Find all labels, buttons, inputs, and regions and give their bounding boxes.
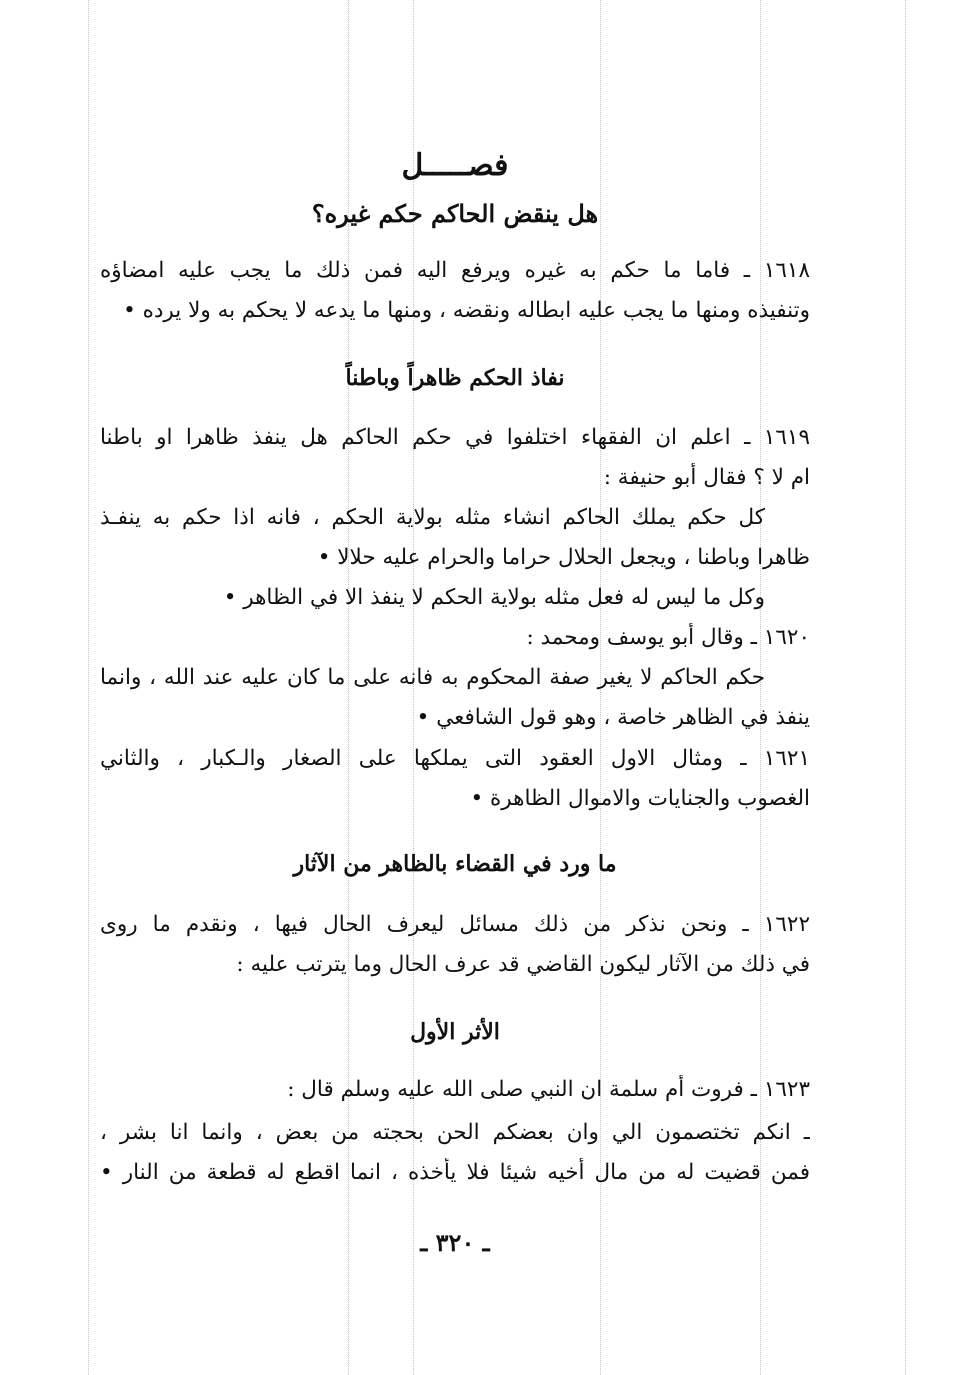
paragraph-line: ١٦٢١ ـ ومثال الاول العقود التى يملكها على الصغار والـكبار ، والثاني (100, 746, 810, 771)
paragraph-line: فمن قضيت له من مال أخيه شيئا فلا يأخذه ، انما اقطع له قطعة من النار • (100, 1160, 810, 1185)
paragraph-line: ام لا ؟ فقال أبو حنيفة : (603, 465, 810, 490)
paragraph-line: ـ انكم تختصمون الي وان بعضكم الحن بحجته من بعض ، وانما انا بشر ، (100, 1120, 810, 1145)
paragraph-line: ١٦٢٢ ـ ونحن نذكر من ذلك مسائل ليعرف الحال فيها ، ونقدم ما روى (100, 912, 810, 937)
paragraph-line: ظاهرا وباطنا ، ويجعل الحلال حراما والحرام عليه حلالا • (317, 545, 810, 570)
paragraph-line: في ذلك من الآثار ليكون القاضي قد عرف الحال وما يترتب عليه : (236, 952, 810, 977)
paragraph-line: ينفذ في الظاهر خاصة ، وهو قول الشافعي • (416, 705, 810, 730)
scan-guide-line (88, 0, 89, 1375)
section-title: هل ينقض الحاكم حكم غيره؟ (311, 199, 599, 228)
paragraph-line: الغصوب والجنايات والاموال الظاهرة • (470, 786, 810, 811)
paragraph-line: ١٦٢٣ ـ فروت أم سلمة ان النبي صلى الله عليه وسلم قال : (287, 1077, 810, 1102)
scan-guide-line (905, 0, 906, 1375)
paragraph-line: كل حكم يملك الحاكم انشاء مثله بولاية الحكم ، فانه اذا حكم به ينفـذ (100, 505, 765, 530)
paragraph-line: ١٦٢٠ ـ وقال أبو يوسف ومحمد : (526, 625, 810, 650)
paragraph-line: ١٦١٩ ـ اعلم ان الفقهاء اختلفوا في حكم الحاكم هل ينفذ ظاهرا او باطنا (100, 425, 810, 450)
paragraph-line: حكم الحاكم لا يغير صفة المحكوم به فانه على ما كان عليه عند الله ، وانما (100, 665, 765, 690)
paragraph-line: وتنفيذه ومنها ما يجب عليه ابطاله ونقضه ، ومنها ما يدعه لا يحكم به ولا يرده • (123, 298, 810, 323)
heading-first-athar: الأثر الأول (410, 1019, 500, 1045)
document-page (100, 0, 810, 1375)
chapter-title: فصـــــل (401, 148, 509, 183)
paragraph-line: وكل ما ليس له فعل مثله بولاية الحكم لا ينفذ الا في الظاهر • (223, 585, 765, 610)
heading-nafath: نفاذ الحكم ظاهراً وباطناً (345, 365, 565, 391)
heading-athar: ما ورد في القضاء بالظاهر من الآثار (293, 851, 617, 877)
page-number: ـ ٣٢٠ ـ (420, 1228, 490, 1257)
paragraph-line: ١٦١٨ ـ فاما ما حكم به غيره ويرفع اليه فمن ذلك ما يجب عليه امضاؤه (100, 258, 810, 283)
